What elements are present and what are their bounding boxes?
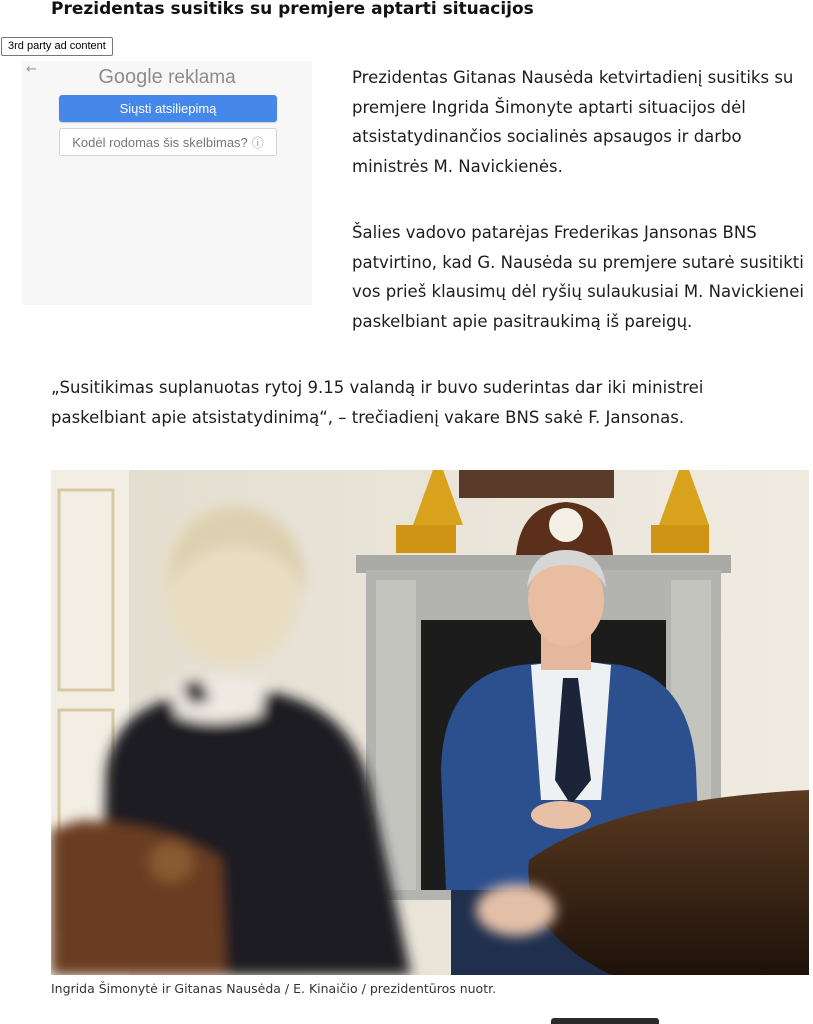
article-headline: Prezidentas susitiks su premjere aptarti situacijos <box>51 0 534 19</box>
article-paragraph: Šalies vadovo patarėjas Frederikas Jansonas BNS patvirtino, kad G. Nausėda su premjere sutarė susitikti vos prieš klausimų dėl ryšių sulaukusiai M. Navickienei paskelbiant apie pasitraukimą iš pareigų. <box>352 223 805 331</box>
bottom-toolbar-edge <box>551 1018 659 1024</box>
why-this-ad-label: Kodėl rodomas šis skelbimas? <box>72 134 248 150</box>
article-photo <box>51 470 809 975</box>
ad-brand <box>22 66 312 89</box>
third-party-ad-badge: 3rd party ad content <box>1 37 113 56</box>
arrow-left-icon[interactable]: ← <box>26 62 37 77</box>
why-this-ad-button[interactable] <box>59 128 277 156</box>
photo-caption: Ingrida Šimonytė ir Gitanas Nausėda / E. Kinaičio / prezidentūros nuotr. <box>51 981 497 996</box>
send-feedback-button[interactable]: Siųsti atsiliepimą <box>59 95 277 122</box>
info-icon: ⓘ <box>251 135 264 150</box>
google-ad-container <box>22 61 312 305</box>
article-quote-paragraph: „Susitikimas suplanuotas rytoj 9.15 valandą ir buvo suderintas dar iki ministrei paskelbiant apie atsistatydinimą“, – trečiadienį vakare BNS sakė F. Jansonas. <box>51 378 704 427</box>
ad-brand-suffix: reklama <box>168 67 236 88</box>
google-logo-text: Google <box>98 66 163 88</box>
article-paragraph: Prezidentas Gitanas Nausėda ketvirtadienį susitiks su premjere Ingrida Šimonyte aptarti situacijos dėl atsistatydinančios socialinės apsaugos ir darbo ministrės M. Navickienės. <box>352 68 794 176</box>
